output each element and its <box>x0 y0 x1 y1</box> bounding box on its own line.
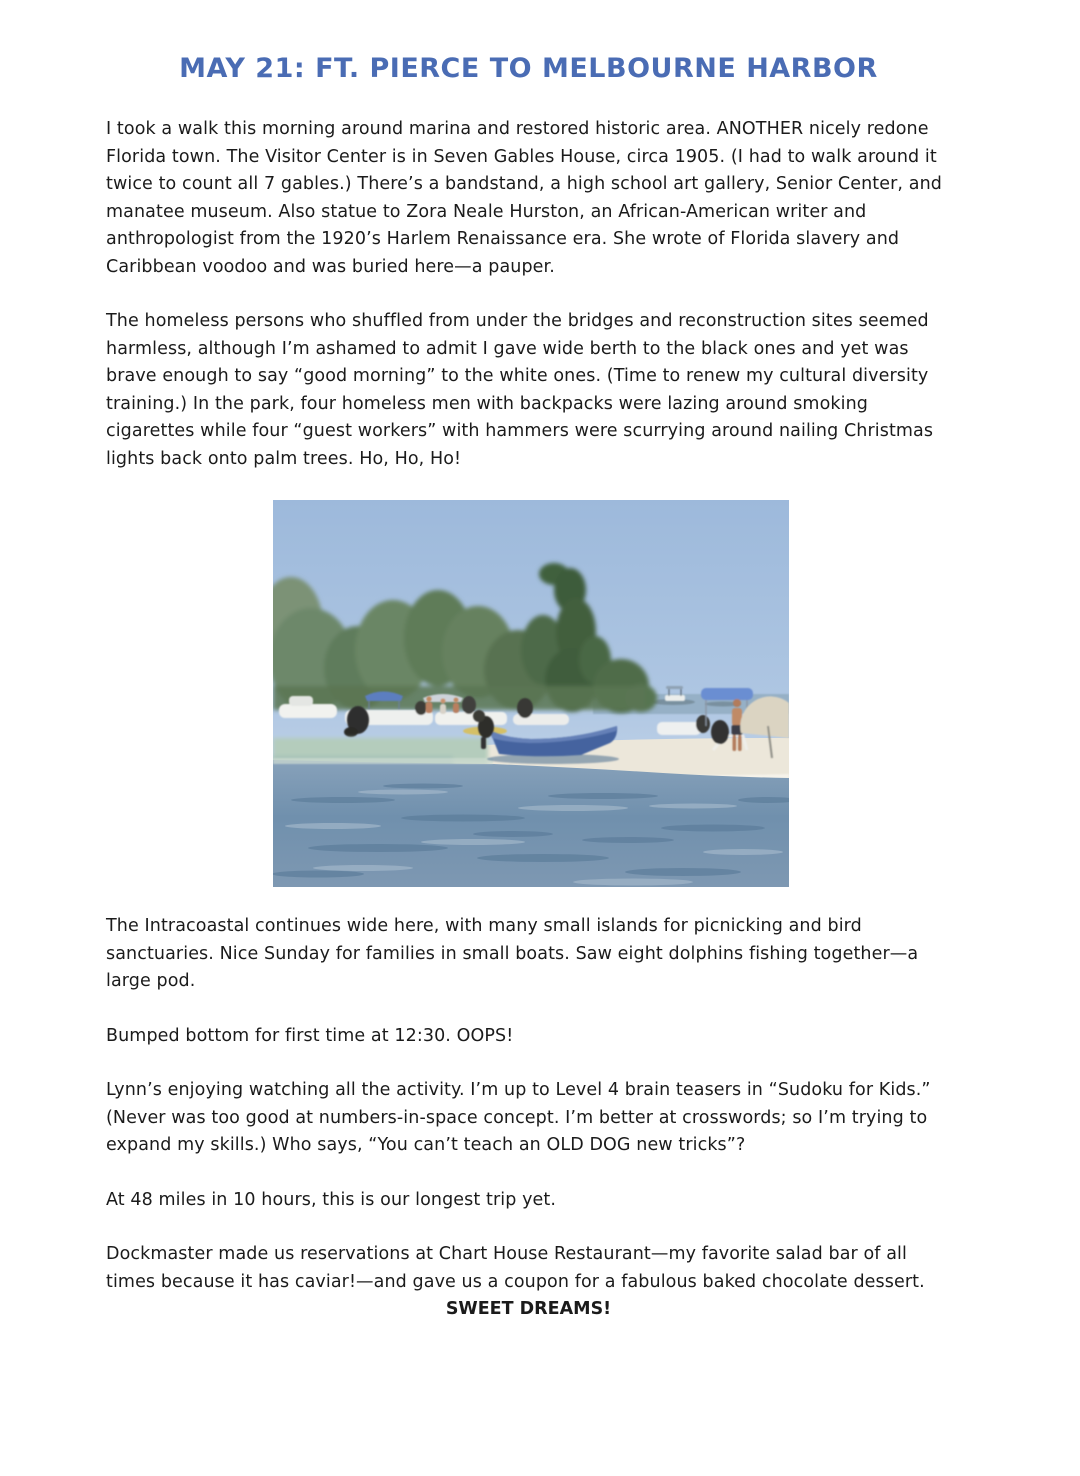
closing-line: SWEET DREAMS! <box>445 1299 612 1319</box>
page-title: MAY 21: FT. PIERCE TO MELBOURNE HARBOR <box>179 53 878 84</box>
beach-photo <box>273 500 789 887</box>
paragraph-dockmaster: Dockmaster made us reservations at Chart House Restaurant—my favorite salad bar of all times because it has caviar!—and gave us a coupon for a fabulous baked chocolate dessert. <box>106 1244 925 1292</box>
beach-photo-graphic <box>273 500 789 887</box>
paragraph-homeless-persons: The homeless persons who shuffled from under the bridges and reconstruction sites seemed harmless, although I’m ashamed to admit I gave wide berth to the black ones and yet was brave enough to say “good morning” to the white ones. (Time to renew my cultural diversity training.) In the park, four homeless men with backpacks were lazing around smoking cigarettes while four “guest workers” with hammers were scurrying around nailing Christmas lights back onto palm trees. Ho, Ho, Ho! <box>106 311 934 469</box>
paragraph-sudoku: Lynn’s enjoying watching all the activity. I’m up to Level 4 brain teasers in “Sudoku for Kids.” (Never was too good at numbers-in-space concept. I’m better at crosswords; so I’m trying to expand my skills.) Who says, “You can’t teach an OLD DOG new tricks”? <box>106 1080 931 1155</box>
document-content <box>106 52 951 1324</box>
paragraph-walk-historic-area: I took a walk this morning around marina and restored historic area. ANOTHER nicely redone Florida town. The Visitor Center is in Seven Gables House, circa 1905. (I had to walk around it twice to count all 7 gables.) There’s a bandstand, a high school art gallery, Senior Center, and manatee museum. Also statue to Zora Neale Hurston, an African-American writer and anthropologist from the 1920’s Harlem Renaissance era. She wrote of Florida slavery and Caribbean voodoo and was buried here—a pauper. <box>106 119 942 277</box>
paragraph-intracoastal: The Intracoastal continues wide here, with many small islands for picnicking and bird sanctuaries. Nice Sunday for families in small boats. Saw eight dolphins fishing together—a large pod. <box>106 916 919 991</box>
paragraph-longest-trip: At 48 miles in 10 hours, this is our longest trip yet. <box>106 1189 557 1210</box>
paragraph-bumped-bottom: Bumped bottom for first time at 12:30. OOPS! <box>106 1025 514 1046</box>
